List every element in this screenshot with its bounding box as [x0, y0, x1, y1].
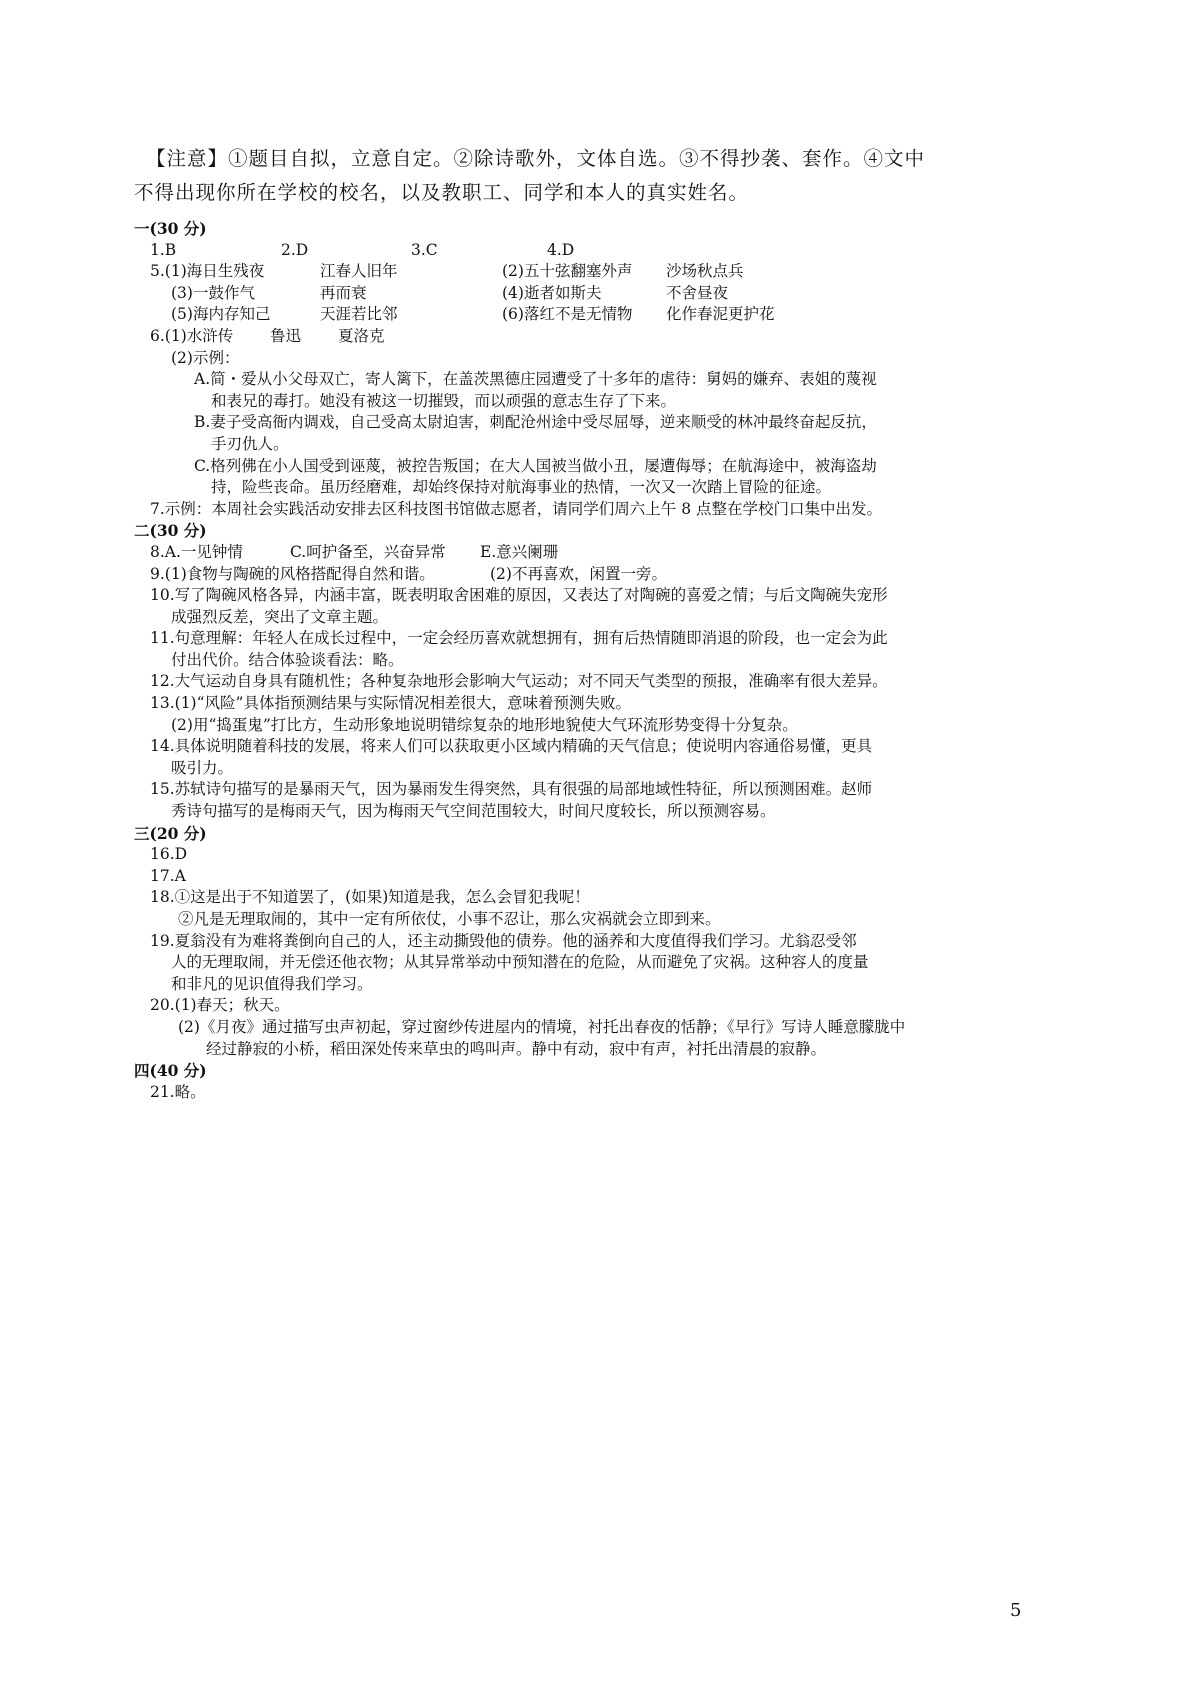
section-heading: 四(40 分) [134, 1061, 207, 1081]
answer-line: B.妻子受高衙内调戏，自己受高太尉迫害，刺配沧州途中受尽屈辱，逆来顺受的林冲最终奋起反抗， [194, 413, 877, 432]
answer-item: (6)落红不是无情物 [502, 305, 633, 324]
answer-line: 15.苏轼诗句描写的是暴雨天气，因为暴雨发生得突然，具有很强的局部地域性特征，所以预测困难。赵师 [150, 780, 873, 799]
answer-line: 经过静寂的小桥，稻田深处传来草虫的鸣叫声。静中有动，寂中有声，衬托出清晨的寂静。 [206, 1039, 827, 1058]
answer-line: 17.A [150, 866, 186, 885]
answer-line: C.格列佛在小人国受到诬蔑，被控告叛国；在大人国被当做小丑，屡遭侮辱；在航海途中，被海盗劫 [194, 456, 877, 475]
section-heading: 一(30 分) [134, 219, 207, 238]
answer-line: 成强烈反差，突出了文章主题。 [171, 607, 389, 626]
answer-line: A.简・爱从小父母双亡，寄人篱下，在盖茨黑德庄园遭受了十多年的虐待：舅妈的嫌弃、表姐的蔑视 [194, 370, 877, 389]
answer-line: 18.①这是出于不知道罢了，(如果)知道是我，怎么会冒犯我呢！ [150, 888, 590, 907]
answer-item: 8.A.一见钟情 [150, 542, 243, 561]
answer-line: ②凡是无理取闹的，其中一定有所依仗，小事不忍让，那么灾祸就会立即到来。 [178, 910, 721, 928]
answer-line [150, 240, 1034, 262]
answer-line: 13.(1)“风险”具体指预测结果与实际情况相差很大，意味着预测失败。 [150, 694, 631, 713]
answer-line: 付出代价。结合体验谈看法：略。 [171, 650, 404, 669]
answer-line [171, 283, 1034, 305]
answer-line [150, 564, 1034, 586]
answer-item: E.意兴阑珊 [480, 542, 559, 561]
answer-item: (2)不再喜欢，闲置一旁。 [490, 564, 667, 583]
notice-line: 【注意】①题目自拟，立意自定。②除诗歌外，文体自选。③不得抄袭、套作。④文中 [146, 147, 926, 170]
notice-line: 不得出现你所在学校的校名，以及教职工、同学和本人的真实姓名。 [134, 181, 750, 204]
answer-item: (2)五十弦翻塞外声 [502, 262, 633, 281]
answer-line [150, 261, 1034, 283]
answer-item: 江春人旧年 [320, 262, 398, 281]
answer-line: 秀诗句描写的是梅雨天气，因为梅雨天气空间范围较大，时间尺度较长，所以预测容易。 [171, 802, 776, 821]
answer-line: 14.具体说明随着科技的发展，将来人们可以获取更小区域内精确的天气信息；使说明内容通俗易懂，更具 [150, 737, 873, 756]
answer-item: 4.D [547, 240, 575, 259]
answer-item: (3)一鼓作气 [171, 283, 255, 302]
answer-item: 鲁迅 [270, 326, 302, 345]
answer-line: 20.(1)春天；秋天。 [150, 996, 290, 1015]
answer-line [150, 326, 1034, 348]
answer-line: (2)用“捣蛋鬼”打比方，生动形象地说明错综复杂的地形地貌使大气环流形势变得十分复杂。 [171, 715, 798, 734]
answer-line: 21.略。 [150, 1082, 206, 1101]
answer-item: (5)海内存知己 [171, 305, 271, 324]
answer-line: 12.大气运动自身具有随机性；各种复杂地形会影响大气运动；对不同天气类型的预报，准确率有很大差异。 [150, 672, 888, 691]
answer-line: 持，险些丧命。虽历经磨难，却始终保持对航海事业的热情，一次又一次踏上冒险的征途。 [211, 478, 832, 497]
answer-line: 10.写了陶碗风格各异，内涵丰富，既表明取舍困难的原因，又表达了对陶碗的喜爱之情；与后文陶碗失宠形 [150, 586, 888, 605]
answer-line: 吸引力。 [171, 758, 234, 777]
page-number: 5 [1010, 1600, 1022, 1621]
answer-item: 沙场秋点兵 [666, 262, 744, 281]
answer-item: (4)逝者如斯夫 [502, 283, 602, 302]
answer-key [134, 218, 1034, 1103]
answer-line: (2)示例： [171, 348, 240, 367]
answer-line: 和非凡的见识值得我们学习。 [171, 974, 373, 993]
answer-item: 9.(1)食物与陶碗的风格搭配得自然和谐。 [150, 564, 435, 583]
answer-item: 6.(1)水浒传 [150, 326, 234, 345]
answer-line: 7.示例：本周社会实践活动安排去区科技图书馆做志愿者，请同学们周六上午 8 点整在学校门口集中出发。 [150, 499, 883, 518]
answer-item: 1.B [150, 240, 177, 259]
answer-item: 不舍昼夜 [666, 283, 729, 302]
answer-line: 手刃仇人。 [211, 434, 289, 453]
answer-item: 2.D [281, 240, 309, 259]
notice-paragraph [134, 142, 1034, 210]
answer-line [171, 304, 1034, 326]
answer-item: 再而衰 [320, 283, 367, 302]
answer-item: 夏洛克 [338, 326, 385, 345]
answer-item: 3.C [411, 240, 438, 259]
answer-line: 16.D [150, 845, 188, 864]
answer-item: 天涯若比邻 [320, 305, 398, 324]
answer-line [150, 542, 1034, 564]
answer-item: C.呵护备至，兴奋异常 [290, 542, 446, 561]
answer-item: 5.(1)海日生残夜 [150, 262, 265, 281]
answer-line: (2)《月夜》通过描写虫声初起，穿过窗纱传进屋内的情境，衬托出春夜的恬静；《早行》写诗人睡意朦胧中 [178, 1017, 906, 1036]
section-heading: 二(30 分) [134, 521, 207, 541]
answer-line: 人的无理取闹，并无偿还他衣物；从其异常举动中预知潜在的危险，从而避免了灾祸。这种容人的度量 [171, 953, 869, 972]
section-heading: 三(20 分) [134, 823, 207, 843]
answer-line: 和表兄的毒打。她没有被这一切摧毁，而以顽强的意志生存了下来。 [211, 391, 677, 410]
answer-line: 19.夏翁没有为难将粪倒向自己的人，还主动撕毁他的债券。他的涵养和大度值得我们学习。尤翁忍受邻 [150, 931, 857, 950]
answer-item: 化作春泥更护花 [666, 305, 775, 324]
answer-line: 11.句意理解：年轻人在成长过程中，一定会经历喜欢就想拥有，拥有后热情随即消退的阶段，也一定会为此 [150, 629, 888, 648]
